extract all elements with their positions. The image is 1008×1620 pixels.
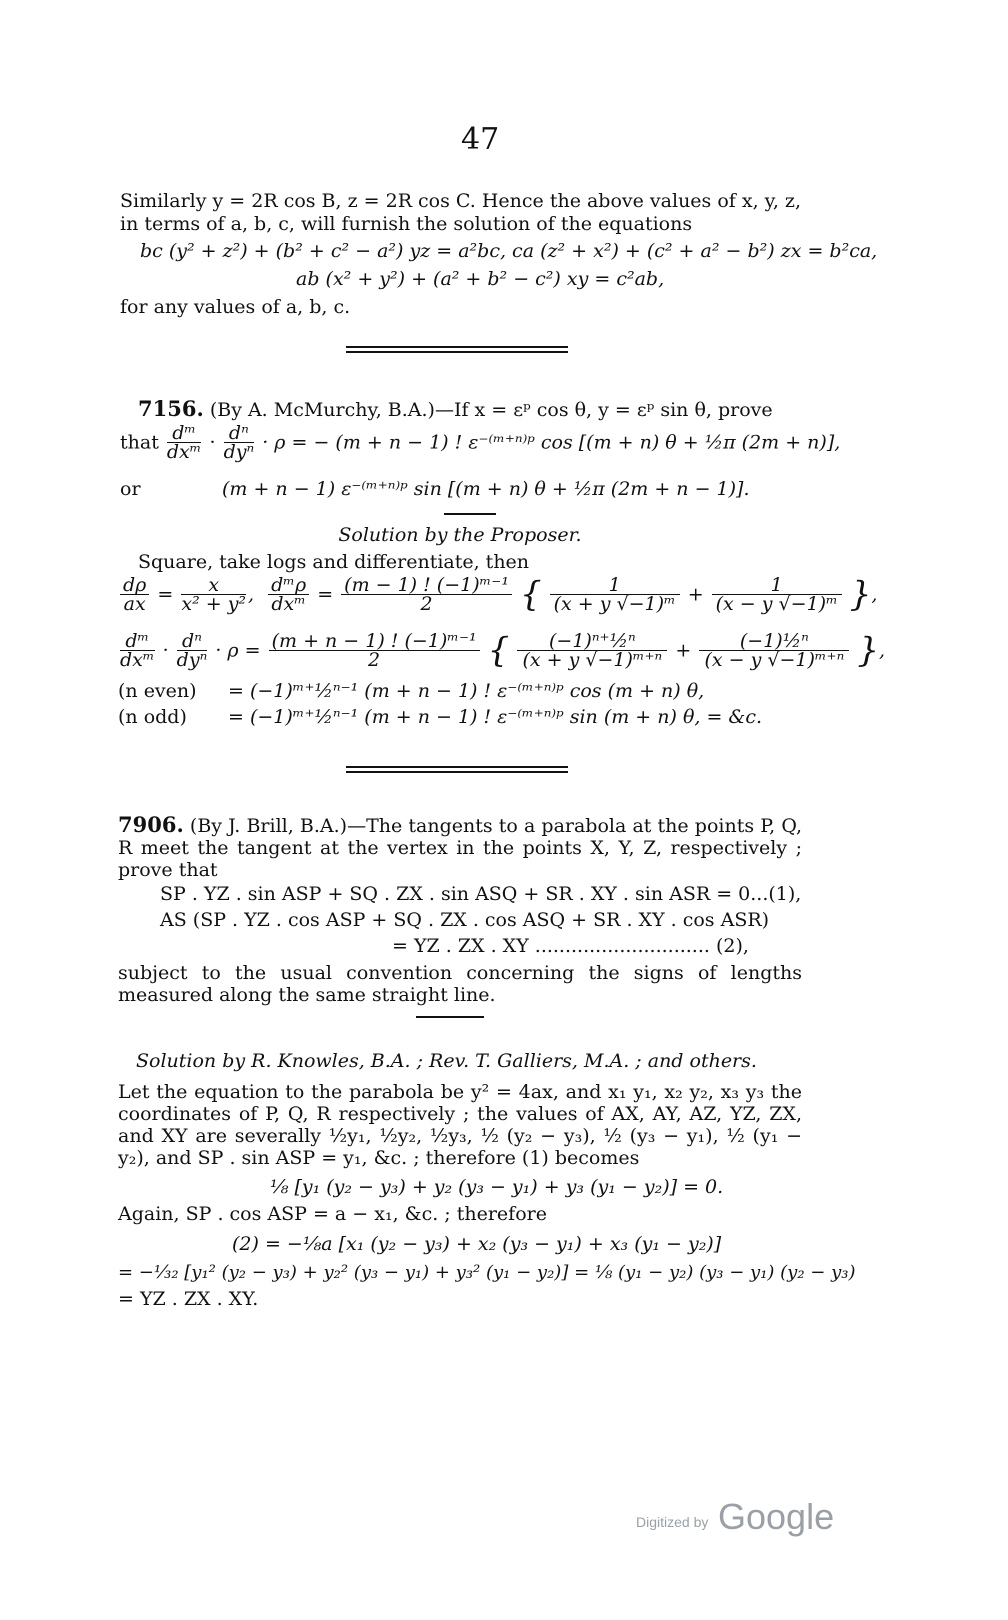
n-even-label: (n even)	[118, 680, 197, 702]
watermark-digitized-by: Digitized by	[636, 1514, 709, 1530]
or-equation: (m + n − 1) ε⁻⁽ᵐ⁺ⁿ⁾ᵖ sin [(m + n) θ + ½π (2m + n − 1)].	[222, 478, 750, 500]
problem-statement: (By A. McMurchy, B.A.)—If x = εᵖ cos θ, y = εᵖ sin θ, prove	[209, 399, 773, 421]
solution-equation-1: $\frac{d\rho}{ax}$ = $\frac{x}{\text{x² + y²}}$ , $\frac{\text{dᵐρ}}{\text{dxᵐ}}$ = $\frac{\text{(m − 1) ! (−1)ᵐ⁻¹}}{2}$ { $\frac{1}{\text{(x + y √−1)ᵐ}}$ + $\frac{1}{\text{(x − y √−1)ᵐ}}$ },	[118, 576, 877, 613]
fraction-numerator: x	[181, 576, 246, 595]
intro-equation-1: bc (y² + z²) + (b² + c² − a²) yz = a²bc, ca (z² + x²) + (c² + a² − b²) zx = b²ca,	[140, 240, 878, 262]
fraction-numerator: dⁿ	[224, 424, 255, 443]
solution-7906-paragraph: Let the equation to the parabola be y² = 4ax, and x₁ y₁, x₂ y₂, x₃ y₃ the coordinates of P, Q, R respectively ; the values of AX, AY, AZ, YZ, ZX, and XY are severally ½y₁, ½y₂, ½y₃, ½ (y₂ − y₃), ½ (y₃ − y₁), ½ (y₁ − y₂), and SP . sin ASP = y₁, &c. ; therefore (1) becomes	[118, 1081, 802, 1169]
fraction-numerator: (−1)½ⁿ	[699, 632, 849, 651]
fraction-numerator: (m − 1) ! (−1)ᵐ⁻¹	[341, 576, 512, 595]
fraction-denominator: dxᵐ	[271, 593, 306, 615]
that-label: that	[120, 431, 159, 454]
solution-7906-equation-3: = −⅟₃₂ [y₁² (y₂ − y₃) + y₂² (y₃ − y₁) + y₃² (y₁ − y₂)] = ⅛ (y₁ − y₂) (y₃ − y₁) (y₂ − y₃)	[118, 1262, 856, 1283]
solution-title	[0, 524, 920, 546]
fraction-numerator: dⁿ	[177, 632, 208, 651]
fraction-denominator: x² + y²	[181, 593, 247, 615]
equation-rest: · ρ = − (m + n − 1) ! ε⁻⁽ᵐ⁺ⁿ⁾ᵖ cos [(m + n) θ + ½π (2m + n)],	[262, 431, 841, 454]
fraction-numerator: dρ	[120, 576, 149, 595]
intro-line-3: for any values of a, b, c.	[120, 296, 351, 318]
fraction-numerator: dᵐ	[167, 424, 202, 443]
fraction-denominator: 2	[420, 593, 433, 615]
page-number: 47	[461, 122, 500, 157]
fraction-numerator: dᵐρ	[268, 576, 309, 595]
solution-line-1: Square, take logs and differentiate, then	[138, 551, 530, 573]
or-label: or	[120, 478, 141, 500]
fraction-denominator: dyⁿ	[223, 441, 255, 463]
fraction-numerator: 1	[550, 576, 680, 595]
problem-7906-convention: subject to the usual convention concerning the signs of lengths measured along the same straight line.	[118, 962, 802, 1006]
fraction-numerator: (−1)ⁿ⁺½ⁿ	[517, 632, 667, 651]
fraction-denominator: (x + y √−1)ᵐ⁺ⁿ	[522, 649, 663, 671]
intro-line-1: Similarly y = 2R cos B, z = 2R cos C. Hence the above values of x, y, z,	[120, 190, 801, 212]
divider-rule	[346, 351, 568, 353]
fraction-d-dy	[224, 424, 255, 461]
intro-equation-2: ab (x² + y²) + (a² + b² − c²) xy = c²ab,	[296, 268, 665, 290]
divider-rule	[346, 346, 568, 348]
divider-rule	[346, 771, 568, 773]
fraction-denominator: (x + y √−1)ᵐ	[553, 593, 676, 615]
fraction-numerator: (m + n − 1) ! (−1)ᵐ⁻¹	[269, 632, 480, 651]
problem-7906-equation-2: AS (SP . YZ . cos ASP + SQ . ZX . cos ASQ + SR . XY . cos ASR)	[160, 909, 770, 931]
solution-7906-again: Again, SP . cos ASP = a − x₁, &c. ; therefore	[118, 1203, 547, 1225]
intro-line-2: in terms of a, b, c, will furnish the solution of the equations	[120, 213, 693, 235]
problem-text: (By J. Brill, B.A.)—The tangents to a parabola at the points P, Q, R meet the tangent at the vertex in the points X, Y, Z, respectively ; prove that	[118, 815, 802, 881]
divider-rule	[346, 766, 568, 768]
fraction-denominator: 2	[368, 649, 381, 671]
short-rule	[444, 513, 496, 515]
solution-7906-equation-2: (2) = −⅛a [x₁ (y₂ − y₃) + x₂ (y₃ − y₁) + x₃ (y₁ − y₂)]	[232, 1233, 722, 1255]
fraction-denominator: ax	[123, 593, 146, 615]
solution-7906-equation-1: ⅛ [y₁ (y₂ − y₃) + y₂ (y₃ − y₁) + y₃ (y₁ − y₂)] = 0.	[270, 1176, 724, 1198]
fraction-numerator: dᵐ	[120, 632, 155, 651]
problem-7156-header	[138, 398, 773, 421]
solution-7906-equation-4: = YZ . ZX . XY.	[118, 1288, 259, 1310]
short-rule	[416, 1016, 484, 1018]
fraction-denominator: dyⁿ	[176, 649, 208, 671]
solution-equation-2: $\frac{\text{dᵐ}}{\text{dxᵐ}}$ · $\frac{\text{dⁿ}}{\text{dyⁿ}}$ · ρ = $\frac{\text{(m + n − 1) ! (−1)ᵐ⁻¹}}{2}$ { $\frac{\text{(−1)ⁿ⁺½ⁿ}}{\text{(x + y √−1)ᵐ⁺ⁿ}}$ + $\frac{\text{(−1)½ⁿ}}{\text{(x − y √−1)ᵐ⁺ⁿ}}$ },	[120, 630, 886, 671]
fraction-denominator: (x − y √−1)ᵐ	[715, 593, 838, 615]
fraction-denominator: (x − y √−1)ᵐ⁺ⁿ	[704, 649, 845, 671]
n-odd-equation: = (−1)ᵐ⁺½ⁿ⁻¹ (m + n − 1) ! ε⁻⁽ᵐ⁺ⁿ⁾ᵖ sin (m + n) θ, = &c.	[228, 706, 763, 728]
problem-number: 7906.	[118, 812, 184, 837]
problem-7906-equation-1: SP . YZ . sin ASP + SQ . ZX . sin ASQ + SR . XY . sin ASR = 0...(1),	[160, 883, 802, 905]
n-even-equation: = (−1)ᵐ⁺½ⁿ⁻¹ (m + n − 1) ! ε⁻⁽ᵐ⁺ⁿ⁾ᵖ cos (m + n) θ,	[228, 680, 705, 702]
watermark-google-logo: Google	[718, 1496, 835, 1537]
fraction-denominator: dxᵐ	[166, 441, 202, 463]
fraction-d-dx	[167, 424, 202, 461]
solution-heading: Solution by the Proposer.	[338, 524, 582, 546]
fraction-numerator: 1	[712, 576, 842, 595]
problem-7156-that-line: that $\frac{\text{dᵐ}}{\text{dxᵐ}}$ · $\frac{\text{dⁿ}}{\text{dyⁿ}}$ · ρ = − (m + n − 1) ! ε⁻⁽ᵐ⁺ⁿ⁾ᵖ cos [(m + n) θ + ½π (2m + n)],	[120, 422, 841, 463]
problem-7906-statement	[118, 814, 802, 881]
n-odd-label: (n odd)	[118, 706, 187, 728]
problem-7906-equation-3: = YZ . ZX . XY ............................. (2),	[392, 935, 749, 957]
fraction-denominator: dxᵐ	[120, 649, 155, 671]
problem-number: 7156.	[138, 396, 204, 421]
solution-7906-title: Solution by R. Knowles, B.A. ; Rev. T. Galliers, M.A. ; and others.	[136, 1050, 757, 1072]
